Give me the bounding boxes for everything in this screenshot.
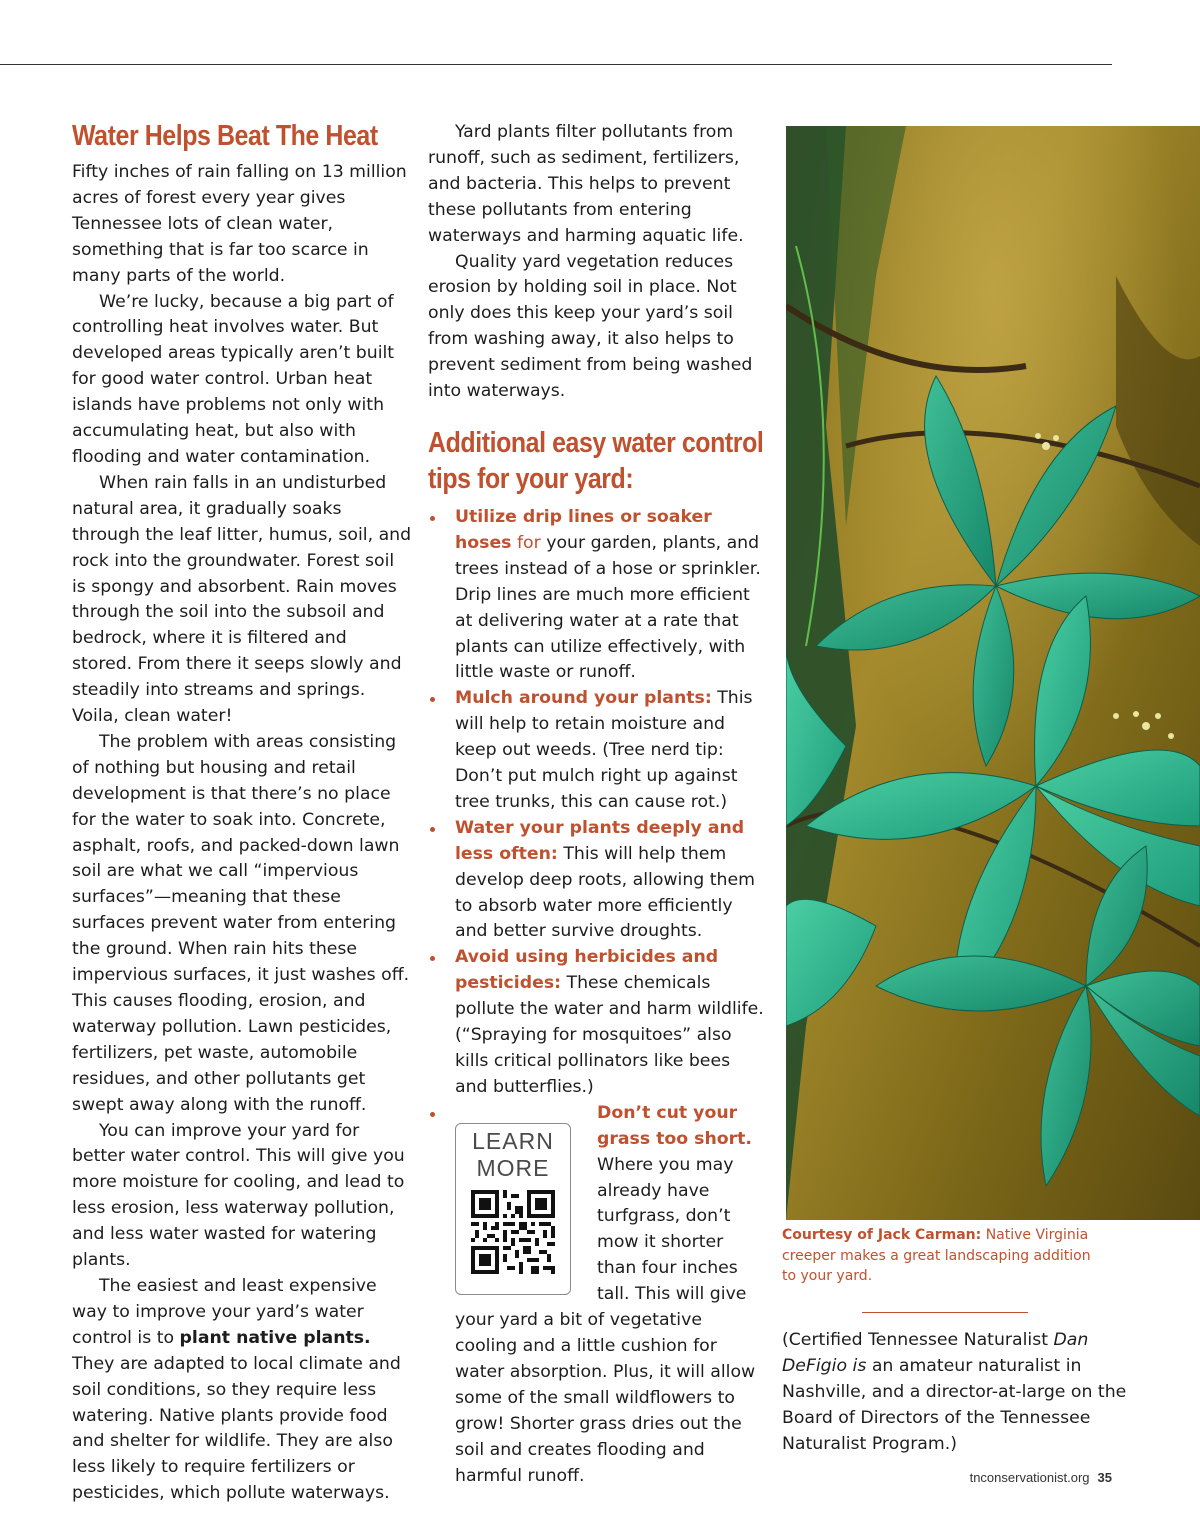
- page-number: 35: [1097, 1470, 1112, 1485]
- learn-more-box[interactable]: [455, 1123, 571, 1295]
- tip-text: Where you may already have turfgrass, don’t mow it shorter than four inches tall. This will give your yard a bit of vegetative cooling and a little cushion for water absorption. Plus, it will allow some of the small wildflowers to grow! Shorter grass dries out the soil and creates flooding and harmful runoff.: [455, 1154, 756, 1486]
- caption-text: Native Virginia creeper makes a great landscaping addition to your yard.: [782, 1227, 1091, 1284]
- tip-item: [428, 686, 764, 816]
- top-rule: [0, 64, 1112, 65]
- tip-title: Mulch around your plants:: [455, 688, 712, 709]
- paragraph-text: They are adapted to local climate and soil conditions, so they require less watering. Native plants provide food and shelter for wildlife. They are also less likely to require fertilizers or pesticides, which pollute waterways.: [72, 1353, 401, 1504]
- tips-list: [428, 505, 764, 1489]
- footer-site[interactable]: tnconservationist.org: [969, 1470, 1090, 1485]
- paragraph: The problem with areas consisting of nothing but housing and retail development is that there’s no place for the water to soak into. Concrete, asphalt, roofs, and packed-down lawn soil are what we call “impervious surfaces”—meaning that these surfaces prevent water from entering the ground. When rain hits these impervious surfaces, it just washes off. This causes flooding, erosion, and waterway pollution. Lawn pesticides, fertilizers, pet waste, automobile residues, and other pollutants get swept away along with the runoff.: [72, 731, 410, 1115]
- paragraph-text: The easiest and least expensive way to improve your yard’s water control is to: [72, 1275, 377, 1348]
- article-headline: Water Helps Beat The Heat: [72, 120, 378, 152]
- bold-phrase: plant native plants.: [179, 1327, 371, 1348]
- leaf-photo-image: [786, 126, 1200, 1220]
- bio-is: is: [852, 1355, 867, 1376]
- tip-title: Utilize drip lines or soaker hoses: [455, 506, 712, 553]
- tip-title: Don’t cut your grass too short.: [597, 1102, 752, 1149]
- learn-more-label: MORE: [476, 1154, 550, 1181]
- paragraph: You can improve your yard for better water control. This will give you more moisture for cooling, and lead to less erosion, less waterway pollution, and less water wasted for watering plants.: [72, 1120, 405, 1271]
- paragraph: We’re lucky, because a big part of controlling heat involves water. But developed areas typically aren’t built for good water control. Urban heat islands have problems not only with accumulating heat, but also with flooding and water contamination.: [72, 291, 395, 467]
- tip-item: [428, 1101, 764, 1490]
- paragraph: [72, 1274, 412, 1507]
- paragraph: Quality yard vegetation reduces erosion by holding soil in place. Not only does this keep your yard’s soil from washing away, it also helps to prevent sediment from being washed into waterways.: [428, 251, 753, 402]
- middle-column: [428, 120, 764, 1489]
- author-name: Dan DeFigio: [782, 1330, 1089, 1376]
- tip-title-continued: for: [516, 532, 541, 553]
- caption-divider: [862, 1312, 1028, 1313]
- tip-item: [428, 505, 764, 686]
- tip-title: Water your plants deeply and less often:: [455, 817, 745, 864]
- photo-caption: [782, 1225, 1102, 1287]
- tip-text: your garden, plants, and trees instead of a hose or sprinkler. Drip lines are much more efficient at delivering water at a rate that plants can utilize effectively, with little waste or runoff.: [455, 532, 761, 683]
- page-footer: [970, 1470, 1112, 1485]
- paragraph: Yard plants filter pollutants from runoff, such as sediment, fertilizers, and bacteria. This helps to prevent these pollutants from entering waterways and harming aquatic life.: [428, 122, 744, 246]
- paragraph: When rain falls in an undisturbed natural area, it gradually soaks through the leaf litter, humus, soil, and rock into the groundwater. Forest soil is spongy and absorbent. Rain moves through the soil into the subsoil and bedrock, where it is filtered and stored. From there it seeps slowly and steadily into streams and springs. Voila, clean water!: [72, 472, 412, 727]
- virginia-creeper-photo: [786, 126, 1200, 1220]
- caption-credit: Courtesy of Jack Carman:: [782, 1227, 982, 1243]
- tip-item: [428, 816, 764, 946]
- tip-text: These chemicals pollute the water and harm wildlife. (“Spraying for mosquitoes” also kills critical pollinators like bees and butterflies.): [455, 973, 764, 1097]
- bio-text: an amateur naturalist in Nashville, and a director-at-large on the Board of Directors of the Tennessee Naturalist Program.): [782, 1355, 1127, 1454]
- qr-code-icon[interactable]: [471, 1190, 555, 1274]
- tip-item: [428, 945, 764, 1100]
- left-column: [72, 118, 412, 1507]
- bio-text: (Certified Tennessee Naturalist: [782, 1330, 1048, 1350]
- learn-more-label: LEARN: [472, 1127, 554, 1154]
- tips-headline: Additional easy water control tips for your yard:: [428, 426, 764, 495]
- paragraph: Fifty inches of rain falling on 13 million acres of forest every year gives Tennessee lots of clean water, something that is far too scarce in many parts of the world.: [72, 162, 407, 286]
- tip-title: Avoid using herbicides and pesticides:: [455, 947, 719, 994]
- tip-text: This will help to retain moisture and keep out weeds. (Tree nerd tip: Don’t put mulch right up against tree trunks, this can cause rot.): [455, 688, 753, 812]
- author-bio: [782, 1328, 1142, 1458]
- tip-wrap: [455, 1101, 764, 1490]
- tip-text: This will help them develop deep roots, allowing them to absorb water more efficiently and better survive droughts.: [455, 843, 755, 942]
